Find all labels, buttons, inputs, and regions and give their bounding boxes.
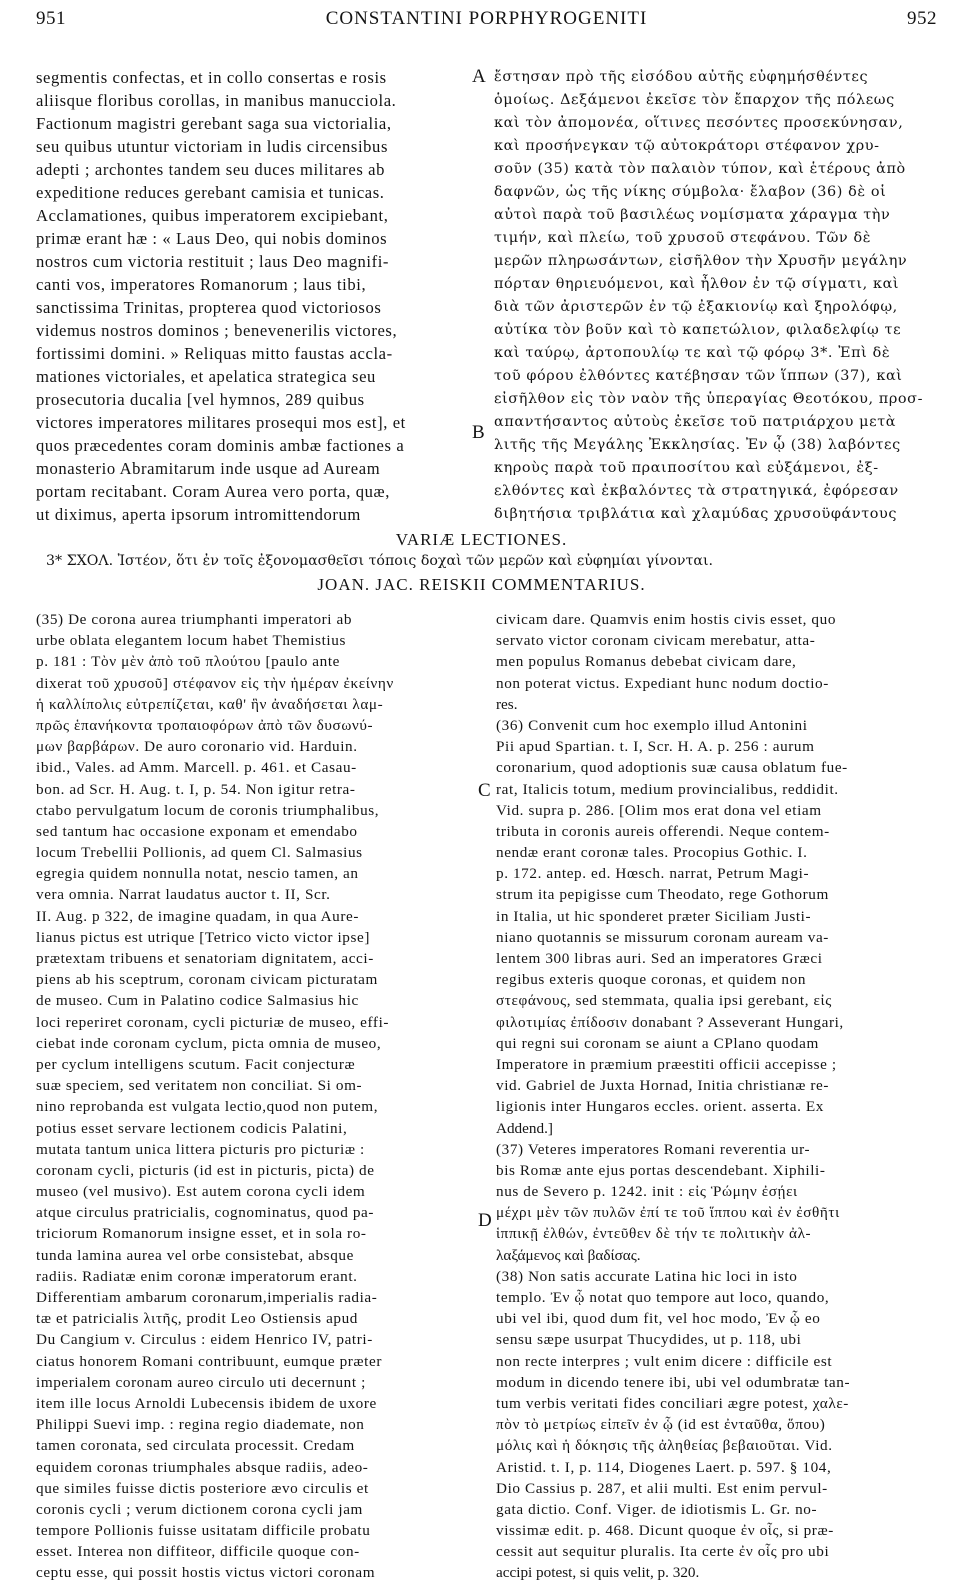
- text-line: bis Romæ ante ejus portas descendebant. Xiphili-: [496, 1161, 826, 1179]
- text-line: rat, Italicis totum, medium provincialibus, reddidit.: [496, 780, 839, 798]
- text-line: gata dictio. Conf. Viger. de idiotismis L. Gr. no-: [496, 1500, 818, 1518]
- text-line: ὁμοίως. Δεξάμενοι ἐκεῖσε τὸν ἔπαρχον τῆς πόλεως: [494, 92, 895, 108]
- text-line: καὶ τὸν ἀπομονέα, οἵτινες πεσόντες προσεκύνησαν,: [494, 115, 904, 131]
- text-line: αὐτοὶ παρὰ τοῦ βασιλέως νομίσματα χάραγμα τὴν: [494, 207, 891, 223]
- text-line: sanctissima Trinitas, propterea quod victoriosos: [36, 298, 382, 317]
- text-line: τιμήν, καὶ πλείω, τοῦ χρυσοῦ στεφάνου. Τῶν δὲ: [494, 230, 872, 246]
- text-line: vid. Gabriel de Juxta Hornad, Initia christianæ re-: [496, 1077, 829, 1095]
- text-line: ἡ καλλίπολις εὐτρεπίζεται, καθ' ἣν ἀναδήσεται λαμ-: [36, 695, 384, 713]
- latin-translation-column: [36, 66, 466, 526]
- text-line: nendæ erant coronæ tales. Procopius Gothic. I.: [496, 844, 808, 862]
- text-line: ciatus honorem Romani contribuunt, eumque præter: [36, 1352, 382, 1370]
- text-line: suæ speciem, sed veritatem non conciliat. Si om-: [36, 1077, 363, 1095]
- text-line: καὶ προσήνεγκαν τῷ αὐτοκράτορι στέφανον χρυ-: [494, 138, 880, 154]
- text-line: potius esset servare lectionem codicis Palatini,: [36, 1119, 348, 1137]
- margin-letter-c: C: [478, 780, 491, 801]
- text-line: cessit aut sequitur pluralis. Ita certe ἐν οἷς pro ubi: [496, 1543, 830, 1561]
- text-line: in Italia, ut hic sponderet præter Siciliam Justi-: [496, 907, 812, 925]
- margin-letter-b: B: [472, 422, 485, 443]
- text-line: qui regni sui coronam se aiunt a CPlano quodam: [496, 1034, 819, 1052]
- text-line: segmentis confectas, et in collo consertas e rosis: [36, 68, 387, 87]
- text-line: imperialem coronam aureo circulo uti decernunt ;: [36, 1373, 366, 1391]
- text-line: templo. Ἐν ᾧ notat quo tempore aut loco, quando,: [496, 1289, 830, 1306]
- text-line: Dio Cassius p. 287, et alii multi. Est enim pervul-: [496, 1479, 828, 1497]
- text-line: ubi vel ibi, quod dum fit, vel hoc modo, Ἐν ᾧ eo: [496, 1310, 821, 1328]
- text-line: atque circulus pratricialis, cognominatus, quod pa-: [36, 1204, 375, 1222]
- text-line: Pii apud Spartian. t. I, Scr. H. A. p. 256 : aurum: [496, 738, 815, 756]
- text-line: Factionum magistri gerebant saga sua victorialia,: [36, 114, 392, 133]
- greek-text-column: [494, 66, 938, 526]
- text-line: canti vos, imperatores Romanorum ; laus tibi,: [36, 275, 367, 294]
- text-line: niano quotannis se missurum coronam auream va-: [496, 928, 829, 946]
- text-line: λαξάμενος καὶ βαδίσας.: [496, 1246, 641, 1264]
- text-line: εἰσῆλθον εἰς τὸν ναὸν τῆς ὑπεραγίας Θεοτόκου, προσ-: [494, 391, 924, 407]
- text-line: τοῦ φόρου ἐλθόντες κατέβησαν τῶν ἵππων (37), καὶ: [494, 368, 903, 384]
- text-line: διὰ τῶν ἀριστερῶν ἐν τῷ ἐξακιονίῳ καὶ ξηρολόφῳ,: [494, 299, 898, 315]
- text-line: piens ab his sceptrum, coronam civicam picturatam: [36, 971, 378, 989]
- text-line: non poterat victus. Expediant hunc nodum doctio-: [496, 674, 829, 692]
- text-line: nus de Severo p. 1242. init : εἰς Ῥώμην ἐσῄει: [496, 1183, 798, 1201]
- text-line: tæ et patricialis λιτῆς, prodit Leo Ostiensis apud: [36, 1310, 358, 1328]
- page-number-left: 951: [36, 8, 66, 29]
- text-line: prætextam tribuens et senatoriam dignitatem, acci-: [36, 950, 374, 967]
- text-line: primæ erant hæ : « Laus Deo, qui nobis dominos: [36, 229, 388, 248]
- text-line: p. 172. antep. ed. Hœsch. narrat, Petrum Magi-: [496, 865, 810, 883]
- text-line: sed tantum hac occasione exponam et emendabo: [36, 822, 358, 840]
- text-line: ciebat inde coronam cyclum, picta omnia de museo,: [36, 1034, 382, 1052]
- text-line: μέχρι μὲν τῶν πυλῶν ἐπί τε τοῦ ἵππου καὶ ἐν ἐσθῆτι: [496, 1204, 840, 1222]
- text-line: διβητήσια τριβλάτια καὶ χλαμύδας χρυσοϋφάντους: [494, 506, 898, 522]
- text-line: tunda lamina aurea vel orbe consistebat, absque: [36, 1246, 354, 1264]
- text-line: vera omnia. Narrat laudatus auctor t. II, Scr.: [36, 886, 331, 904]
- text-line: coronis cycli ; verum dictionem corona cycli jam: [36, 1500, 363, 1518]
- text-line: fortissimi domini. » Reliquas mitto faustas accla-: [36, 344, 393, 363]
- text-line: Addend.]: [496, 1119, 553, 1137]
- text-line: σοῦν (35) κατὰ τὸν παλαιὸν τύπον, καὶ ἑτέρους ἀπὸ: [494, 161, 906, 177]
- text-line: coronarium, quod adoptionis suæ causa oblatum fue-: [496, 759, 848, 777]
- text-line: monasterio Abramitarum inde usque ad Auream: [36, 459, 381, 478]
- text-line: prosecutoria ducalia [vel hymnos, 289 quibus: [36, 390, 365, 409]
- text-line: esset. Interea non diffiteor, difficile quoque con-: [36, 1543, 360, 1561]
- text-line: quos præcedentes coram dominis ambæ factiones a: [36, 436, 405, 455]
- commentary-heading: JOAN. JAC. REISKII COMMENTARIUS.: [317, 575, 646, 594]
- text-line: κηροὺς παρὰ τοῦ πραιποσίτου καὶ εὐξάμενοι, ἐξ-: [494, 460, 879, 476]
- running-title: CONSTANTINI PORPHYROGENITI: [325, 8, 648, 29]
- text-line: modum in dicendo tenere ibi, ubi vel odumbratæ tan-: [496, 1373, 851, 1391]
- text-line: ceptu esse, qui possit hostis victus victori coronam: [36, 1564, 376, 1582]
- text-line: lianus pictus est utrique [Tetrico victo victor ipse]: [36, 928, 370, 946]
- text-line: στεφάνους, sed stemmata, qualia ipsi gerebant, εἰς: [496, 992, 832, 1010]
- text-line: tamen coronata, sed circulata processit. Credam: [36, 1437, 355, 1455]
- scholion-note: 3* ΣΧΟΛ. Ἰστέον, ὅτι ἐν τοῖς ἐξονομασθεῖσι τόποις δοχαὶ τῶν μερῶν καὶ εὐφημίαι γίνονται.: [46, 553, 714, 569]
- text-line: μων βαρβάρων. De auro coronario vid. Harduin.: [36, 738, 358, 756]
- text-line: civicam dare. Quamvis enim hostis civis esset, quo: [496, 611, 837, 628]
- text-line: urbe oblata elegantem locum habet Themistius: [36, 632, 346, 650]
- text-line: φιλοτιμίας ἐπίδοσιν donabant ? Asseverant Hungari,: [496, 1013, 844, 1031]
- text-line: καὶ ταύρῳ, ἀρτοπουλίῳ τε καὶ τῷ φόρῳ 3*. Ἐπὶ δὲ: [494, 345, 891, 361]
- text-line: δαφνῶν, ὡς τῆς νίκης σύμβολα· ἔλαβον (36) δὲ οἱ: [494, 184, 887, 200]
- page-number-right: 952: [907, 8, 937, 29]
- text-line: tributa in coronis aureis offerendi. Neque contem-: [496, 822, 830, 840]
- text-line: que similes fuisse dictis posteriore ævo circulis et: [36, 1479, 369, 1497]
- text-line: ligionis inter Hungaros eccles. orient. asserta. Ex: [496, 1098, 824, 1116]
- margin-letter-d: D: [478, 1210, 492, 1231]
- text-line: vissimæ edit. p. 468. Dicunt quoque ἐν οἷς, si præ-: [496, 1522, 834, 1540]
- text-line: item ille locus Arnoldi Lubecensis ibidem de uxore: [36, 1394, 377, 1412]
- text-line: απαντήσαντος αὐτοὺς ἐκεῖσε τοῦ πατριάρχου μετὰ: [494, 414, 897, 430]
- text-line: Differentiam ambarum coronarum,imperialis radia-: [36, 1289, 378, 1306]
- text-line: πὸν τὸ μετρίως εἰπεῖν ἐν ᾧ (id est ἐνταῦθα, ὅπου): [496, 1416, 826, 1434]
- text-line: victores imperatores militares prosequi mos est], et: [36, 413, 406, 432]
- text-line: res.: [496, 695, 518, 713]
- text-line: locum Trebellii Pollionis, ad quem Cl. Salmasius: [36, 844, 363, 862]
- text-line: men populus Romanus debebat civicam dare,: [496, 653, 797, 671]
- text-line: egregia quidem nonnulla notat, nescio tamen, an: [36, 865, 359, 883]
- text-line: equidem coronas triumphales absque radiis, adeo-: [36, 1458, 369, 1476]
- text-line: mutata tantum unica littera picturis pro picturiæ :: [36, 1140, 365, 1158]
- text-line: regibus exteris quoque coronas, et quidem non: [496, 971, 807, 989]
- text-line: Du Cangium v. Circulus : eidem Henrico IV, patri-: [36, 1331, 373, 1349]
- text-line: ἔστησαν πρὸ τῆς εἰσόδου αὐτῆς εὐφημήσθέντες: [494, 69, 869, 85]
- text-line: portam recitabant. Coram Aurea vero porta, quæ,: [36, 482, 390, 501]
- text-line: p. 181 : Τὸν μὲν ἀπὸ τοῦ πλούτου [paulo ante: [36, 653, 340, 671]
- text-line: bon. ad Scr. H. Aug. t. I, p. 54. Non igitur retra-: [36, 780, 356, 798]
- text-line: triciorum Romanorum insigne esset, et in sola ro-: [36, 1225, 367, 1243]
- text-line: μόλις καὶ ἡ δόκησις τῆς ἀληθείας βεβαιοῦται. Vid.: [496, 1437, 833, 1455]
- text-line: Acclamationes, quibus imperatorem excipiebant,: [36, 206, 389, 225]
- text-line: ctabo pervulgatum locum de coronis triumphalibus,: [36, 801, 380, 819]
- commentary-left-column: [36, 609, 480, 1584]
- text-line: servato victor coronam civicam merebatur, atta-: [496, 632, 816, 650]
- text-line: (35) De corona aurea triumphanti imperatori ab: [36, 611, 353, 628]
- text-line: aliisque floribus corollas, in manibus manucciola.: [36, 91, 397, 110]
- text-line: (36) Convenit cum hoc exemplo illud Antonini: [496, 716, 808, 734]
- text-line: ut diximus, aperta ipsorum intromittendorum: [36, 505, 361, 524]
- text-line: tum verbis veritati fides conciliari ægre potest, χαλε-: [496, 1394, 849, 1412]
- text-line: (37) Veteres imperatores Romani reverentia ur-: [496, 1140, 811, 1158]
- text-line: strum ita pepigisse cum Theodato, rege Gothorum: [496, 886, 829, 904]
- text-line: Aristid. t. I, p. 114, Diogenes Laert. p. 597. § 104,: [496, 1458, 832, 1476]
- text-line: non recte interpres ; vult enim dicere : difficile est: [496, 1352, 833, 1370]
- text-line: accipi potest, si quis velit, p. 320.: [496, 1564, 700, 1582]
- text-line: dixerat τοῦ χρυσοῦ] στέφανον εἰς τὴν ἡμέραν ἐκείνην: [36, 674, 394, 692]
- text-line: ελθόντες καὶ ἐκβαλόντες τὰ στρατηγικά, ἐφόρεσαν: [494, 483, 899, 499]
- text-line: Philippi Suevi imp. : regina regio diademate, non: [36, 1416, 365, 1434]
- text-line: videmus nostros dominos ; benevenerilis victores,: [36, 321, 398, 340]
- running-header: [36, 6, 937, 36]
- text-line: museo (vel musivo). Est autem corona cycli idem: [36, 1183, 366, 1201]
- text-line: πόρταν θηριευόμενοι, καὶ ἦλθον ἐν τῷ σίγματι, καὶ: [494, 276, 900, 292]
- text-line: πρῶς ἑπανήκοντα τροπαιοφόρων ἀπὸ τῶν δυσωνύ-: [36, 716, 374, 734]
- commentary-right-column: [496, 609, 940, 1584]
- text-line: tempore Pollionis fuisse usitatam difficile probatu: [36, 1522, 371, 1540]
- text-line: de museo. Cum in Palatino codice Salmasius hic: [36, 992, 359, 1010]
- text-line: αὐτίκα τὸν βοῦν καὶ τὸ καπετώλιον, φιλαδελφίῳ τε: [494, 322, 902, 338]
- text-line: sensu sæpe usurpat Thucydides, ut p. 118, ubi: [496, 1331, 802, 1349]
- text-line: ἱππικῇ ἐλθών, ἐντεῦθεν δὲ τήν τε πολιτικὴν ἀλ-: [496, 1225, 812, 1243]
- text-line: expeditione reduces gerebant camisia et tunicas.: [36, 183, 385, 202]
- variae-lectiones-heading: VARIÆ LECTIONES.: [395, 530, 568, 549]
- text-line: λιτῆς τῆς Μεγάλης Ἐκκλησίας. Ἐν ᾧ (38) λαβόντες: [494, 437, 901, 453]
- text-line: coronam cycli, picturis (id est in picturis, picta) de: [36, 1161, 375, 1179]
- text-line: ibid., Vales. ad Amm. Marcell. p. 461. et Casau-: [36, 759, 357, 777]
- text-line: Vid. supra p. 286. [Olim mos erat dona vel etiam: [496, 801, 822, 819]
- text-line: seu quibus utuntur victoriam in ludis circensibus: [36, 137, 389, 156]
- text-line: Imperatore in præmium præestiti officii accepisse ;: [496, 1055, 837, 1073]
- text-line: II. Aug. p 322, de imagine quadam, in qua Aure-: [36, 907, 360, 925]
- margin-letter-a: A: [472, 66, 486, 87]
- text-line: nino reprobanda est vulgata lectio,quod non putem,: [36, 1098, 379, 1116]
- text-line: mationes victoriales, et apelatica strategica seu: [36, 367, 376, 386]
- text-line: adepti ; archontes tandem seu duces militares ab: [36, 160, 386, 179]
- text-line: μερῶν πληρωσάντων, εἰσῆλθον τὴν Χρυσῆν μεγάλην: [494, 253, 908, 269]
- text-line: radiis. Radiatæ enim coronæ imperatorum erant.: [36, 1267, 358, 1285]
- text-line: nostros cum victoria restituit ; laus Deo magnifi-: [36, 252, 390, 271]
- text-line: (38) Non satis accurate Latina hic loci in isto: [496, 1267, 798, 1285]
- text-line: loci reperiret coronam, cycli picturiæ de museo, effi-: [36, 1013, 390, 1031]
- text-line: per cyclum intelligens scutum. Facit conjecturæ: [36, 1055, 356, 1073]
- text-line: lentem 300 libras auri. Sed an imperatores Græci: [496, 950, 823, 967]
